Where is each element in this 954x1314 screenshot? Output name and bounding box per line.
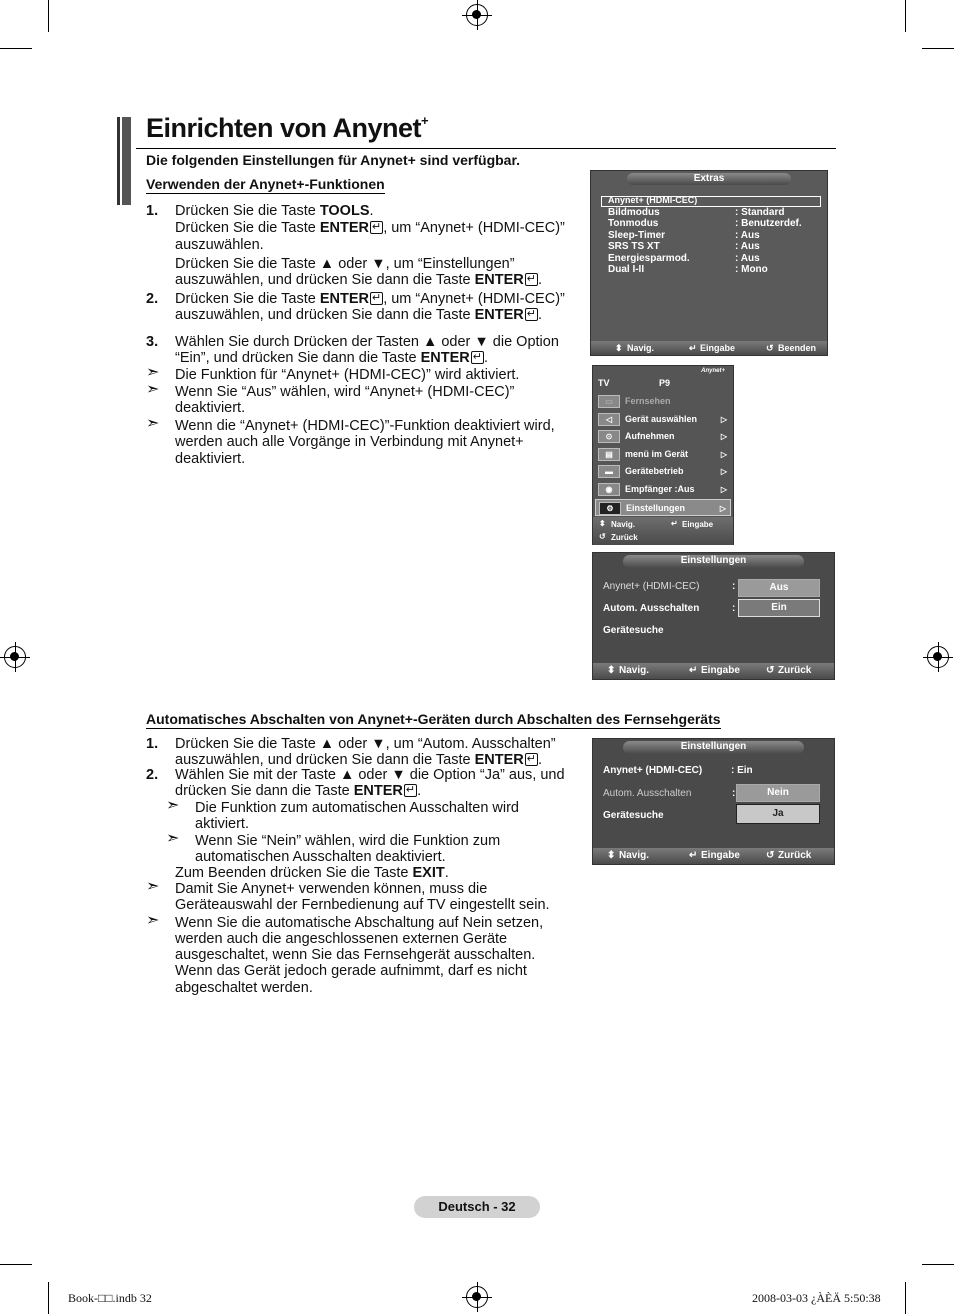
- section2-title: Automatisches Abschalten von Anynet+-Geräten durch Abschalten des Fernsehgeräts: [146, 711, 721, 727]
- enter-icon: ↵: [689, 665, 698, 676]
- device-menu-icon: ▤: [598, 448, 620, 461]
- side-accent-bar: [117, 117, 131, 205]
- note-text: Wenn die “Anynet+ (HDMI-CEC)”-Funktion deaktiviert wird,: [175, 418, 555, 434]
- osd-title: Einstellungen: [623, 741, 804, 754]
- note-text: abgeschaltet werden.: [175, 980, 313, 996]
- footer-back: Zurück: [778, 665, 812, 676]
- menu-item-selected[interactable]: ⚙ Einstellungen ▷: [595, 499, 731, 516]
- osd-colon: :: [732, 603, 736, 614]
- enter-icon: ↵: [526, 273, 536, 285]
- registration-mark-icon: [466, 4, 488, 26]
- osd-extras-screen: [590, 170, 828, 356]
- osd-row-label[interactable]: Tonmodus: [608, 218, 659, 229]
- tv-icon: ▭: [598, 395, 620, 408]
- submenu-arrow-icon: ▷: [720, 467, 727, 476]
- osd-footer: [591, 341, 827, 355]
- nav-icon: ⬍: [607, 850, 616, 861]
- osd-row-label[interactable]: Gerätesuche: [603, 810, 664, 821]
- osd-footer: [593, 848, 834, 864]
- osd-value-box[interactable]: Aus: [738, 579, 820, 597]
- submenu-arrow-icon: ▷: [720, 432, 727, 441]
- submenu-arrow-icon: ▷: [720, 450, 727, 459]
- note-text: ausgeschaltet, wenn Sie das Fernsehgerät ausschalten.: [175, 947, 536, 963]
- menu-item[interactable]: ◉ Empfänger :Aus ▷: [595, 481, 731, 498]
- crop-mark: [905, 0, 906, 32]
- crop-mark: [922, 48, 954, 49]
- osd-title: Extras: [627, 173, 791, 185]
- return-icon: ↺: [766, 343, 774, 353]
- footer-nav: Navig.: [611, 520, 636, 529]
- step-text: Drücken Sie die Taste ▲ oder ▼, um “Einstellungen”: [175, 256, 515, 272]
- step-text: auszuwählen.: [175, 237, 264, 253]
- page-number: Deutsch - 32: [414, 1196, 540, 1218]
- osd-row-value: : Aus: [735, 230, 760, 241]
- step-number: 1.: [146, 203, 159, 219]
- registration-mark-icon: [4, 646, 26, 668]
- osd-row-label[interactable]: Bildmodus: [608, 207, 660, 218]
- enter-icon: ↵: [371, 292, 382, 304]
- footer-back: Zurück: [778, 850, 812, 861]
- step-number: 2.: [146, 291, 159, 307]
- note-arrow-icon: ➣: [146, 415, 160, 432]
- osd-row-label[interactable]: Energiesparmod.: [608, 253, 690, 264]
- step-number: 1.: [146, 736, 159, 752]
- step-text: Drücken Sie die Taste ▲ oder ▼, um “Autom. Ausschalten”: [175, 736, 556, 752]
- osd-row-value: : Benutzerdef.: [735, 218, 802, 229]
- crop-mark: [0, 1264, 32, 1265]
- note-text: Die Funktion zum automatischen Ausschalten wird: [195, 800, 519, 816]
- osd-row-label[interactable]: Autom. Ausschalten: [603, 788, 692, 799]
- osd-settings-screen-2: [592, 738, 835, 865]
- note-arrow-icon: ➣: [146, 364, 160, 381]
- crop-mark: [48, 0, 49, 32]
- step-text: Drücken Sie die Taste ENTER ↵ , um “Anynet+ (HDMI-CEC)”: [175, 291, 565, 307]
- osd-row-label[interactable]: SRS TS XT: [608, 241, 660, 252]
- intro-text: Die folgenden Einstellungen für Anynet+ sind verfügbar.: [146, 152, 521, 168]
- note-text: Wenn das Gerät jedoch gerade aufnimmt, darf es nicht: [175, 963, 527, 979]
- step-text: auszuwählen, und drücken Sie dann die Taste ENTER ↵ .: [175, 272, 543, 288]
- enter-icon: ↵: [405, 784, 416, 796]
- nav-icon: ⬍: [615, 343, 623, 353]
- osd-footer: [593, 663, 834, 679]
- submenu-arrow-icon: ▷: [720, 485, 727, 494]
- osd-tv-menu: [592, 365, 734, 545]
- section1-title: Verwenden der Anynet+-Funktionen: [146, 176, 385, 192]
- footer-enter: Eingabe: [701, 850, 740, 861]
- enter-icon: ↵: [689, 850, 698, 861]
- footer-enter: Eingabe: [701, 665, 740, 676]
- osd-row-label[interactable]: Gerätesuche: [603, 625, 664, 636]
- step-text: Drücken Sie die Taste ENTER ↵ , um “Anynet+ (HDMI-CEC)”: [175, 220, 565, 236]
- osd-source: TV: [598, 378, 610, 388]
- print-slug-right: 2008-03-03 ¿ÀÈÄ 5:50:38: [752, 1291, 881, 1305]
- nav-icon: ⬍: [599, 519, 606, 528]
- note-arrow-icon: ➣: [166, 797, 180, 814]
- osd-row-label[interactable]: Anynet+ (HDMI-CEC): [603, 765, 703, 776]
- note-text: deaktiviert.: [175, 451, 246, 467]
- enter-icon: ↵: [526, 753, 536, 765]
- note-arrow-icon: ➣: [166, 830, 180, 847]
- menu-item[interactable]: ⊙ Aufnehmen ▷: [595, 428, 731, 445]
- osd-row-label[interactable]: Sleep-Timer: [608, 230, 666, 241]
- step-text: Zum Beenden drücken Sie die Taste EXIT.: [175, 865, 449, 881]
- note-text: Die Funktion für “Anynet+ (HDMI-CEC)” wird aktiviert.: [175, 367, 520, 383]
- osd-row-value: : Ein: [731, 765, 753, 776]
- page-title: Einrichten von Anynet+: [146, 113, 429, 143]
- osd-colon: :: [732, 788, 736, 799]
- anynet-logo: Anynet+: [701, 368, 725, 374]
- note-text: aktiviert.: [195, 816, 249, 832]
- footer-exit: Beenden: [778, 343, 817, 353]
- registration-mark-icon: [466, 1286, 488, 1308]
- return-icon: ↺: [766, 665, 775, 676]
- footer-enter: Eingabe: [682, 520, 714, 529]
- print-slug-left: Book-□□.indb 32: [68, 1291, 152, 1305]
- osd-title: Einstellungen: [623, 555, 804, 568]
- osd-channel: P9: [659, 378, 671, 388]
- osd-row-value: : Aus: [735, 253, 760, 264]
- footer-nav: Navig.: [627, 343, 655, 353]
- title-rule: [136, 148, 836, 149]
- note-text: deaktiviert.: [175, 400, 246, 416]
- enter-icon: ↵: [689, 343, 697, 353]
- crop-mark: [0, 48, 32, 49]
- step-text: Wählen Sie durch Drücken der Tasten ▲ oder ▼ die Option: [175, 334, 559, 350]
- osd-row-label[interactable]: Autom. Ausschalten: [603, 603, 700, 614]
- step-text: Drücken Sie die Taste TOOLS.: [175, 203, 374, 219]
- enter-icon: ↵: [371, 221, 382, 233]
- enter-icon: ↵: [671, 519, 678, 528]
- note-text: Geräteauswahl der Fernbedienung auf TV eingestellt sein.: [175, 897, 550, 913]
- osd-option-box[interactable]: Ja: [736, 804, 820, 824]
- footer-nav: Navig.: [619, 850, 650, 861]
- operation-icon: ▬: [598, 465, 620, 478]
- osd-row-value: : Aus: [735, 241, 760, 252]
- footer-back: Zurück: [611, 533, 638, 542]
- note-text: werden auch die angeschlossenen externen Geräte: [175, 931, 508, 947]
- crop-mark: [48, 1282, 49, 1314]
- step-number: 2.: [146, 767, 159, 783]
- receiver-icon: ◉: [598, 483, 620, 496]
- menu-item[interactable]: ▭ Fernsehen: [595, 393, 731, 410]
- device-icon: ◁: [598, 413, 620, 426]
- osd-row-value: : Standard: [735, 207, 785, 218]
- note-text: werden auch alle Vorgänge in Verbindung mit Anynet+: [175, 434, 524, 450]
- registration-mark-icon: [927, 646, 949, 668]
- osd-settings-screen: [592, 552, 835, 680]
- record-icon: ⊙: [598, 430, 620, 443]
- menu-item[interactable]: ▤ menü im Gerät ▷: [595, 446, 731, 463]
- step-text: auszuwählen, und drücken Sie dann die Taste ENTER ↵ .: [175, 752, 543, 768]
- submenu-arrow-icon: ▷: [720, 415, 727, 424]
- note-arrow-icon: ➣: [146, 912, 160, 929]
- crop-mark: [922, 1264, 954, 1265]
- step-text: drücken Sie dann die Taste ENTER ↵ .: [175, 783, 422, 799]
- osd-value-box[interactable]: Ein: [738, 599, 820, 617]
- note-text: Damit Sie Anynet+ verwenden können, muss die: [175, 881, 488, 897]
- submenu-arrow-icon: ▷: [719, 504, 726, 513]
- osd-colon: :: [732, 581, 736, 592]
- step-number: 3.: [146, 334, 159, 350]
- osd-row-label[interactable]: Anynet+ (HDMI-CEC): [608, 195, 698, 205]
- osd-row-label[interactable]: Dual I-II: [608, 264, 645, 275]
- menu-item[interactable]: ◁ Gerät auswählen ▷: [595, 411, 731, 428]
- osd-value-box[interactable]: Nein: [736, 784, 820, 802]
- enter-icon: ↵: [472, 351, 482, 363]
- osd-row-value: : Mono: [735, 264, 768, 275]
- footer-nav: Navig.: [619, 665, 650, 676]
- return-icon: ↺: [599, 532, 606, 541]
- step-text: Wählen Sie mit der Taste ▲ oder ▼ die Option “Ja” aus, und: [175, 767, 565, 783]
- note-arrow-icon: ➣: [146, 878, 160, 895]
- footer-enter: Eingabe: [700, 343, 736, 353]
- osd-footer: [593, 517, 733, 545]
- nav-icon: ⬍: [607, 665, 616, 676]
- settings-gear-icon: ⚙: [599, 502, 621, 515]
- note-text: automatischen Ausschalten deaktiviert.: [195, 849, 446, 865]
- crop-mark: [905, 1282, 906, 1314]
- note-text: Wenn Sie “Nein” wählen, wird die Funktion zum: [195, 833, 501, 849]
- note-arrow-icon: ➣: [146, 381, 160, 398]
- menu-item[interactable]: ▬ Gerätebetrieb ▷: [595, 463, 731, 480]
- note-text: Wenn Sie “Aus” wählen, wird “Anynet+ (HDMI-CEC)”: [175, 384, 515, 400]
- osd-row-label[interactable]: Anynet+ (HDMI-CEC): [603, 581, 700, 592]
- step-text: “Ein”, und drücken Sie dann die Taste ENTER ↵ .: [175, 350, 488, 366]
- return-icon: ↺: [766, 850, 775, 861]
- enter-icon: ↵: [526, 308, 536, 320]
- note-text: Wenn Sie die automatische Abschaltung auf Nein setzen,: [175, 915, 544, 931]
- step-text: auszuwählen, und drücken Sie dann die Taste ENTER ↵ .: [175, 307, 543, 323]
